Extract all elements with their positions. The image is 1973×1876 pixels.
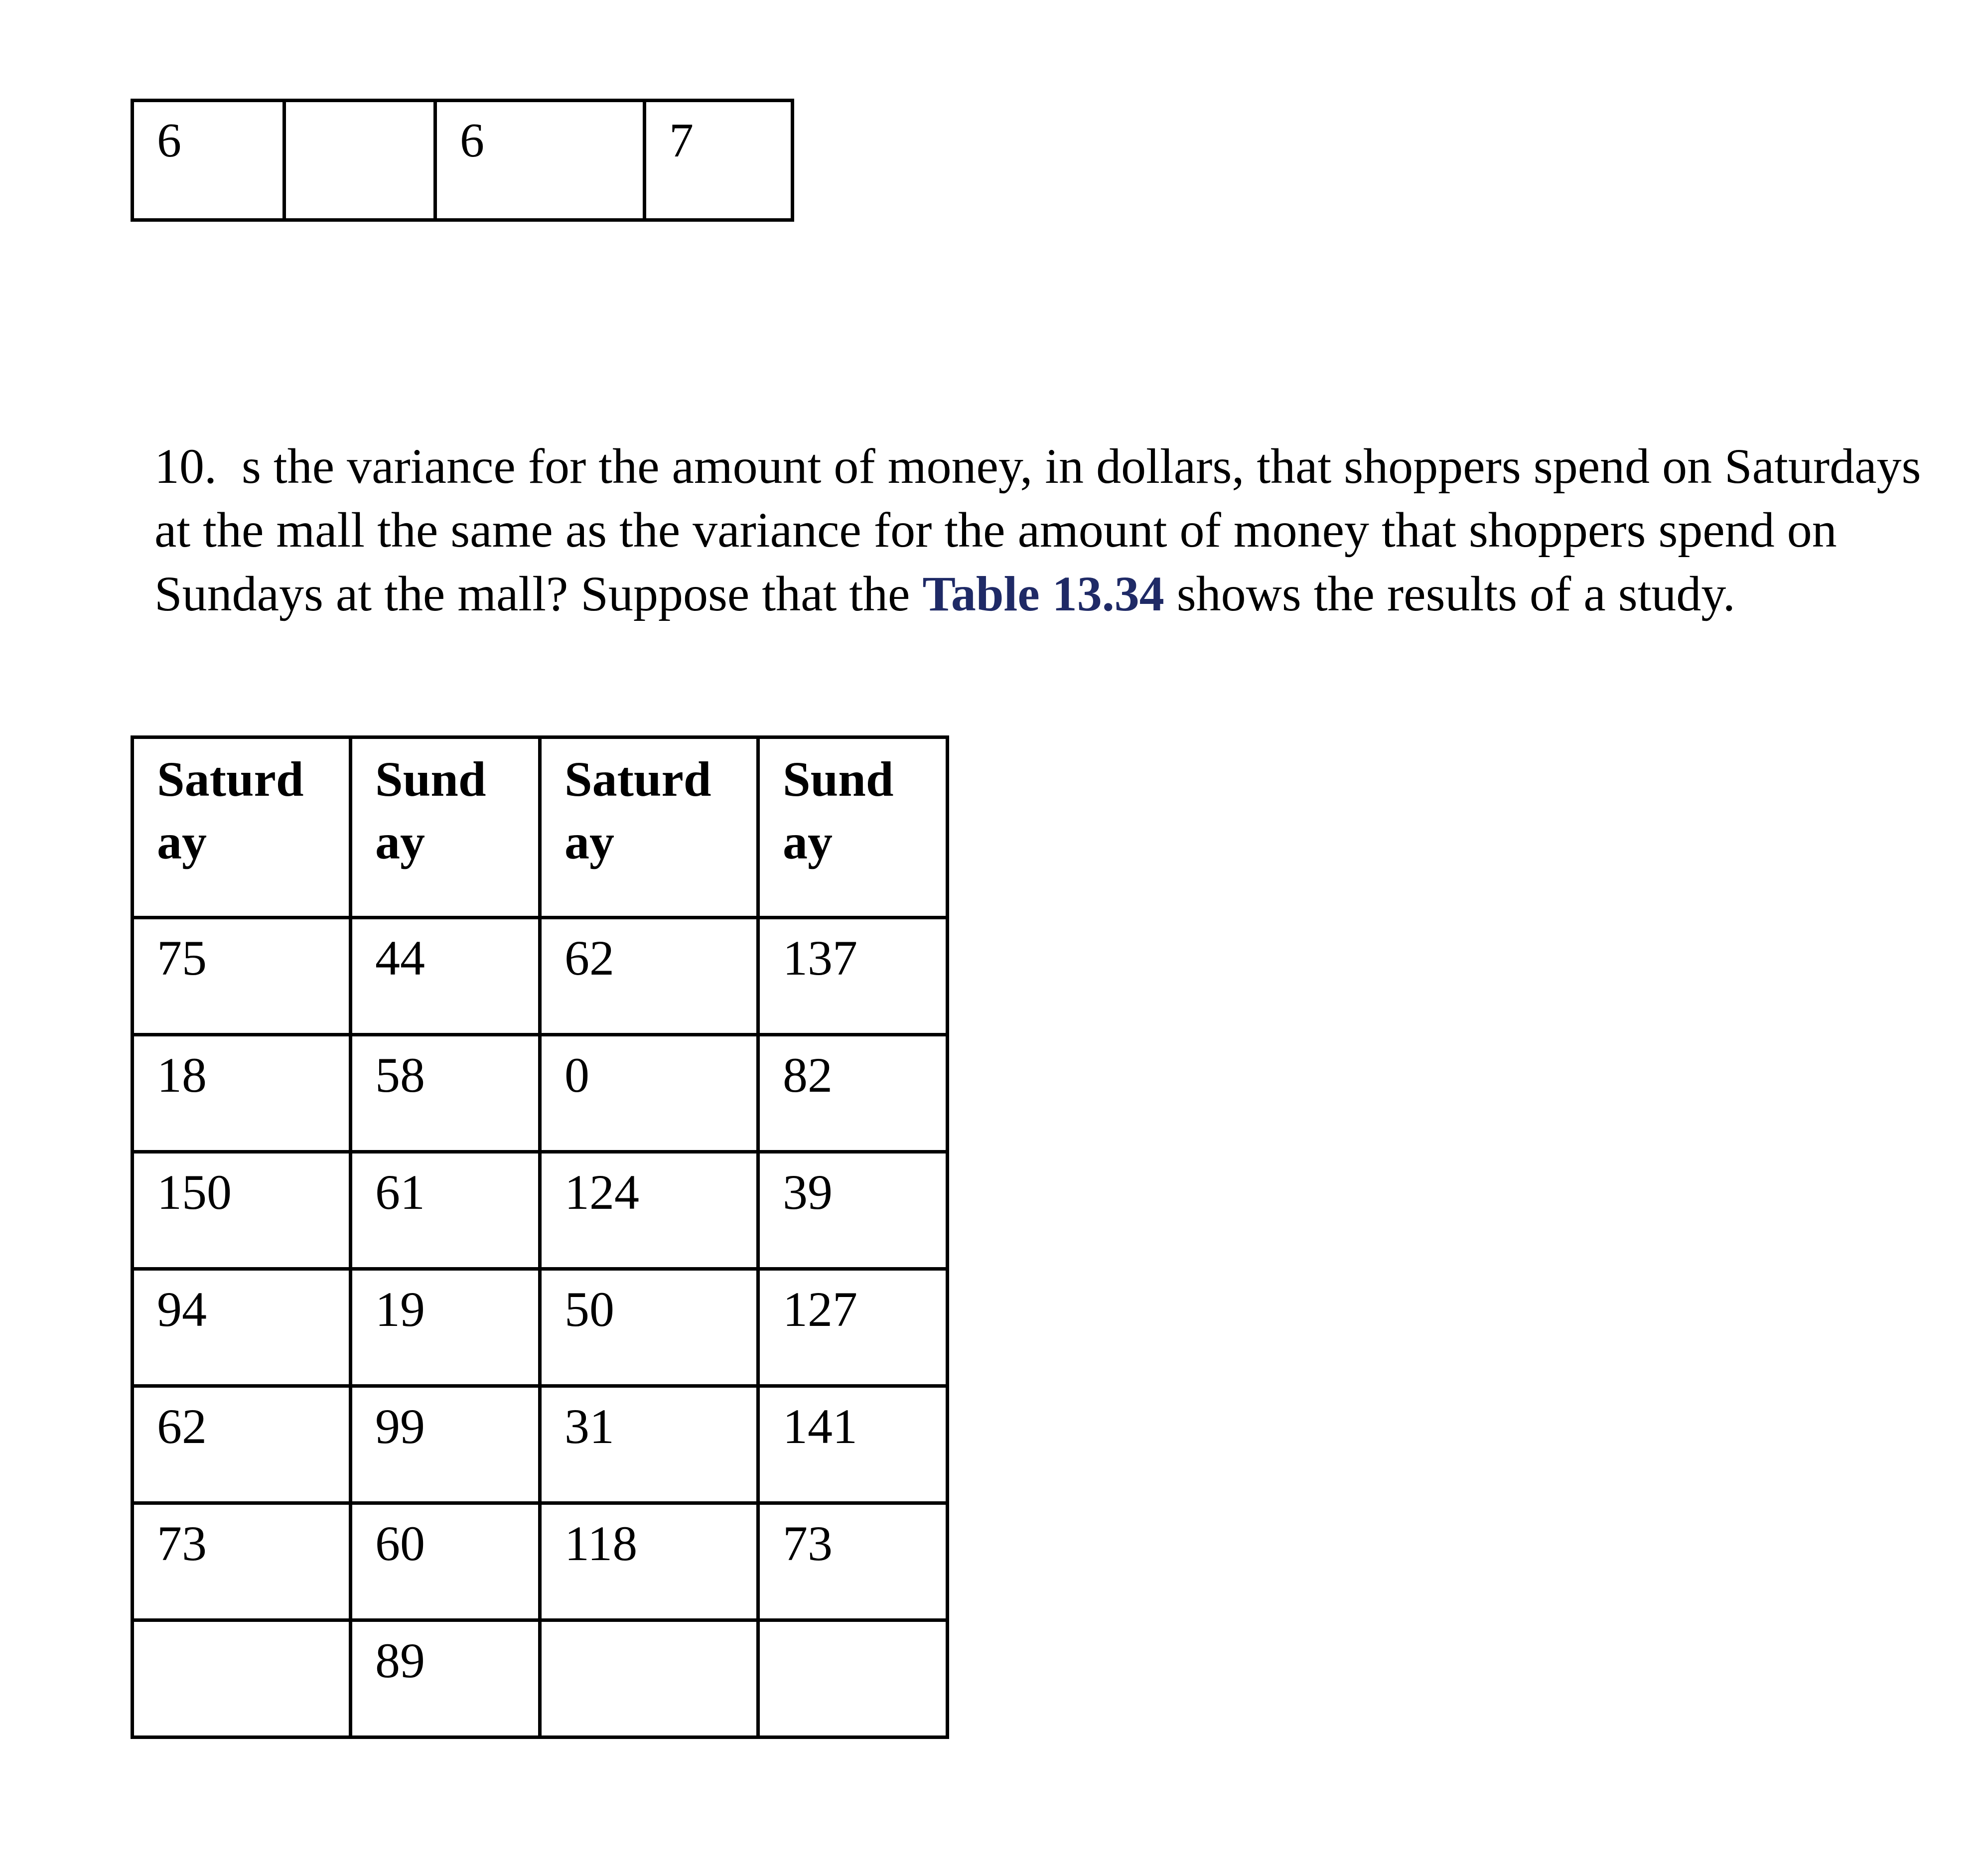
column-header: Saturd ay [133, 737, 351, 918]
table-row [133, 1503, 948, 1620]
table-cell: 62 [540, 918, 758, 1035]
table-cell: 73 [133, 1503, 351, 1620]
table-cell: 31 [540, 1386, 758, 1503]
table-cell: 62 [133, 1386, 351, 1503]
table-cell: 137 [758, 918, 948, 1035]
table-cell: 127 [758, 1269, 948, 1386]
spending-data-table [131, 735, 949, 1739]
table-cell: 39 [758, 1152, 948, 1269]
table-row [133, 918, 948, 1035]
table-cell: 124 [540, 1152, 758, 1269]
table-cell: 82 [758, 1035, 948, 1152]
table-row [133, 101, 793, 220]
table-cell: 0 [540, 1035, 758, 1152]
table-header-row [133, 737, 948, 918]
table-row [133, 1620, 948, 1737]
question-number: 10. [154, 438, 217, 494]
column-header: Saturd ay [540, 737, 758, 918]
table-cell: 75 [133, 918, 351, 1035]
table-cell: 61 [351, 1152, 540, 1269]
table-cell: 7 [645, 101, 793, 220]
table-row [133, 1152, 948, 1269]
table-cell: 99 [351, 1386, 540, 1503]
table-row [133, 1035, 948, 1152]
table-cell: 118 [540, 1503, 758, 1620]
table-row [133, 1269, 948, 1386]
table-cell: 18 [133, 1035, 351, 1152]
table-cell: 44 [351, 918, 540, 1035]
table-cell: 58 [351, 1035, 540, 1152]
table-cell: 141 [758, 1386, 948, 1503]
column-header: Sund ay [351, 737, 540, 918]
column-header: Sund ay [758, 737, 948, 918]
table-cell: 6 [435, 101, 645, 220]
table-cell: 94 [133, 1269, 351, 1386]
question-text-after: shows the results of a study. [1164, 566, 1735, 621]
table-cell [133, 1620, 351, 1737]
table-cell: 19 [351, 1269, 540, 1386]
table-row [133, 1386, 948, 1503]
table-cell: 60 [351, 1503, 540, 1620]
top-fragment-table [131, 99, 794, 222]
table-cell [540, 1620, 758, 1737]
table-cell: 150 [133, 1152, 351, 1269]
table-cell: 50 [540, 1269, 758, 1386]
table-cell [284, 101, 435, 220]
question-paragraph [154, 434, 1928, 626]
table-cell: 6 [133, 101, 284, 220]
table-reference-link[interactable]: Table 13.34 [922, 566, 1164, 621]
table-cell: 73 [758, 1503, 948, 1620]
table-cell [758, 1620, 948, 1737]
question-text-before: s the variance for the amount of money, in dollars, that shoppers spend on Saturdays at the mall the same as the variance for the amount of money that shoppers spend on Sundays at the mall? Suppose that the [154, 438, 1921, 621]
table-cell: 89 [351, 1620, 540, 1737]
